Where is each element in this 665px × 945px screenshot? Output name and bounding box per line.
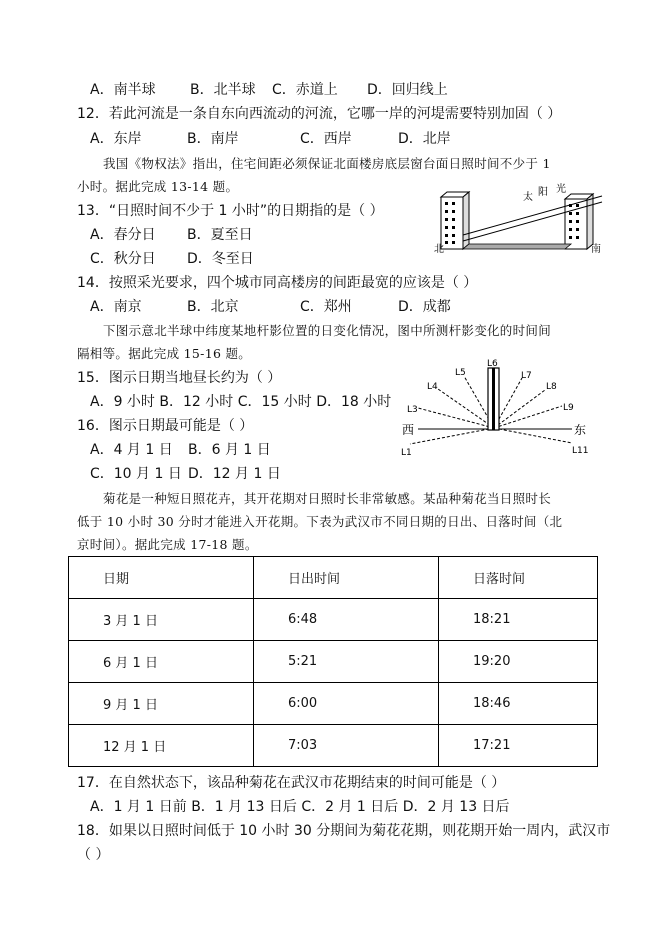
table-cell-date: 12 月 1 日 bbox=[69, 725, 254, 767]
q14-stem: 14．按照采光要求，四个城市同高楼房的间距最宽的应该是（ ） bbox=[77, 275, 478, 291]
table-header-date: 日期 bbox=[69, 557, 254, 599]
context-13-14-line2: 小时。据此完成 13-14 题。 bbox=[77, 179, 239, 194]
table-cell-date: 3 月 1 日 bbox=[69, 599, 254, 641]
label-l4: L4 bbox=[427, 382, 438, 392]
shadow-l3 bbox=[418, 408, 494, 428]
table-cell-sunrise: 5:21 bbox=[254, 641, 439, 683]
table-cell-sunset: 19:20 bbox=[439, 641, 598, 683]
q14-options bbox=[90, 297, 451, 317]
q16-options-row1 bbox=[90, 440, 271, 460]
q12-option-c[interactable]: C．西岸 bbox=[300, 131, 352, 147]
q13-option-b[interactable]: B．夏至日 bbox=[187, 227, 253, 243]
q15-options[interactable]: A．9 小时 B．12 小时 C．15 小时 D．18 小时 bbox=[90, 394, 392, 410]
q18-stem-line1: 18．如果以日照时间低于 10 小时 30 分期间为菊花花期，则花期开始一周内，武汉市 bbox=[77, 823, 611, 839]
sunlight-label-char1: 太 bbox=[523, 192, 533, 203]
q16-option-c[interactable]: C．10 月 1 日 bbox=[90, 466, 182, 482]
table-row bbox=[69, 641, 598, 683]
table-cell-sunrise: 6:00 bbox=[254, 683, 439, 725]
table-row bbox=[69, 683, 598, 725]
label-l9: L9 bbox=[563, 403, 574, 413]
q11-option-b[interactable]: B．北半球 bbox=[190, 82, 256, 98]
building-sunlight-figure bbox=[434, 183, 604, 255]
table-cell-date: 6 月 1 日 bbox=[69, 641, 254, 683]
table-row bbox=[69, 599, 598, 641]
q12-option-b[interactable]: B．南岸 bbox=[187, 131, 239, 147]
table-cell-sunset: 18:21 bbox=[439, 599, 598, 641]
q13-option-a[interactable]: A．春分日 bbox=[90, 227, 156, 243]
context-17-18-line2: 低于 10 小时 30 分时才能进入开花期。下表为武汉市不同日期的日出、日落时间（北 bbox=[77, 514, 563, 529]
q12-options bbox=[90, 129, 451, 149]
q13-stem: 13．“日照时间不少于 1 小时”的日期指的是（ ） bbox=[77, 203, 384, 219]
q13-options-row2 bbox=[90, 249, 254, 269]
q17-stem: 17．在自然状态下，该品种菊花在武汉市花期结束的时间可能是（ ） bbox=[77, 775, 506, 791]
shadow-ground bbox=[463, 244, 571, 249]
pole-shadow-figure bbox=[398, 356, 598, 460]
label-l6: L6 bbox=[487, 359, 498, 369]
label-l11: L11 bbox=[572, 446, 589, 456]
table-header-row bbox=[69, 557, 598, 599]
context-13-14-line1: 我国《物权法》指出，住宅间距必须保证北面楼房底层窗台面日照时间不少于 1 bbox=[103, 156, 551, 171]
q14-option-b[interactable]: B．北京 bbox=[187, 299, 239, 315]
shadow-l8 bbox=[494, 390, 545, 428]
q14-option-c[interactable]: C．郑州 bbox=[300, 299, 352, 315]
sunlight-label-char3: 光 bbox=[556, 184, 566, 195]
east-label: 东 bbox=[574, 423, 587, 437]
north-label: 北 bbox=[434, 244, 444, 255]
q14-option-d[interactable]: D．成都 bbox=[398, 299, 451, 315]
q12-option-d[interactable]: D．北岸 bbox=[398, 131, 451, 147]
q17-options[interactable]: A．1 月 1 日前 B．1 月 13 日后 C．2 月 1 日后 D．2 月 13 日后 bbox=[90, 799, 510, 815]
q16-option-d[interactable]: D．12 月 1 日 bbox=[188, 466, 281, 482]
table-header-sunrise: 日出时间 bbox=[254, 557, 439, 599]
context-17-18-line3: 京时间）。据此完成 17-18 题。 bbox=[77, 537, 258, 552]
table-cell-sunrise: 6:48 bbox=[254, 599, 439, 641]
q12-stem: 12．若此河流是一条自东向西流动的河流，它哪一岸的河堤需要特别加固（ ） bbox=[77, 106, 562, 122]
shadow-l11 bbox=[494, 428, 572, 443]
q11-option-a[interactable]: A．南半球 bbox=[90, 82, 156, 98]
q16-option-b[interactable]: B．6 月 1 日 bbox=[188, 442, 271, 458]
q16-option-a[interactable]: A．4 月 1 日 bbox=[90, 442, 173, 458]
q12-option-a[interactable]: A．东岸 bbox=[90, 131, 142, 147]
context-15-16-line2: 隔相等。据此完成 15-16 题。 bbox=[77, 346, 252, 361]
table-cell-sunset: 17:21 bbox=[439, 725, 598, 767]
q14-option-a[interactable]: A．南京 bbox=[90, 299, 142, 315]
q16-options-row2 bbox=[90, 464, 281, 484]
sunlight-label-char2: 阳 bbox=[538, 187, 548, 198]
table-header-sunset: 日落时间 bbox=[439, 557, 598, 599]
q13-options-row1 bbox=[90, 225, 253, 245]
label-l8: L8 bbox=[546, 382, 557, 392]
label-l7: L7 bbox=[521, 371, 532, 381]
table-cell-date: 9 月 1 日 bbox=[69, 683, 254, 725]
sunrise-sunset-table bbox=[68, 556, 598, 767]
shadow-l1 bbox=[410, 428, 494, 444]
label-l1: L1 bbox=[401, 448, 412, 458]
context-15-16-line1: 下图示意北半球中纬度某地杆影位置的日变化情况，图中所测杆影变化的时间间 bbox=[103, 323, 552, 338]
context-17-18-line1: 菊花是一种短日照花卉，其开花期对日照时长非常敏感。某品种菊花当日照时长 bbox=[103, 491, 552, 506]
label-l5: L5 bbox=[455, 368, 466, 378]
q11-option-d[interactable]: D．回归线上 bbox=[367, 82, 448, 98]
table-cell-sunset: 18:46 bbox=[439, 683, 598, 725]
west-label: 西 bbox=[402, 423, 415, 437]
label-l3: L3 bbox=[407, 405, 418, 415]
q11-option-c[interactable]: C．赤道上 bbox=[272, 82, 338, 98]
table-row bbox=[69, 725, 598, 767]
q13-option-d[interactable]: D．冬至日 bbox=[187, 251, 254, 267]
q13-option-c[interactable]: C．秋分日 bbox=[90, 251, 156, 267]
table-cell-sunrise: 7:03 bbox=[254, 725, 439, 767]
q15-stem: 15．图示日期当地昼长约为（ ） bbox=[77, 370, 282, 386]
pole-core bbox=[492, 368, 495, 430]
south-label: 南 bbox=[591, 244, 601, 255]
shadow-l4 bbox=[438, 389, 494, 428]
q16-stem: 16．图示日期最可能是（ ） bbox=[77, 418, 254, 434]
q18-stem-line2: （ ） bbox=[77, 847, 110, 863]
south-building-side bbox=[587, 194, 593, 249]
q11-options bbox=[90, 80, 448, 100]
